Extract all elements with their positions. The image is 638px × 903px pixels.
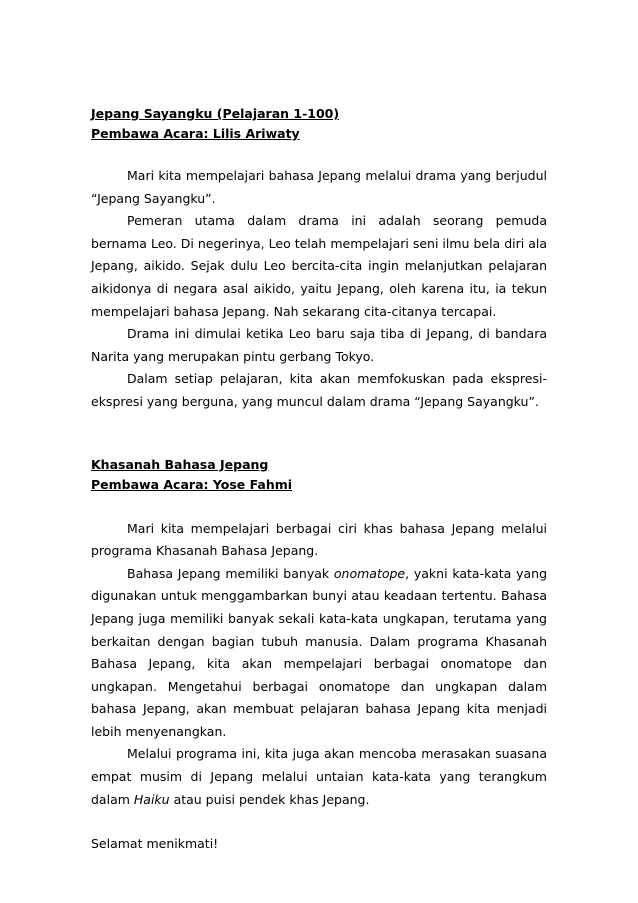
paragraph (91, 563, 547, 744)
paragraph: Dalam setiap pelajaran, kita akan memfokuskan pada ekspresi-ekspresi yang berguna, yang muncul dalam drama “Jepang Sayangku”. (91, 371, 547, 409)
paragraph: Mari kita mempelajari bahasa Jepang melalui drama yang berjudul “Jepang Sayangku”. (91, 168, 547, 206)
section-host: Pembawa Acara: Lilis Ariwaty (91, 126, 300, 141)
italic-term: onomatope (333, 565, 406, 581)
italic-term: Haiku (133, 791, 170, 807)
paragraph-text: Melalui programa ini, kita juga akan mencoba merasakan suasana empat musim di Jepang melalui untaian kata-kata yang terangkum dalam (91, 746, 547, 807)
paragraph: Drama ini dimulai ketika Leo baru saja tiba di Jepang, di bandara Narita yang merupakan pintu gerbang Tokyo. (91, 326, 547, 364)
paragraph: Pemeran utama dalam drama ini adalah seorang pemuda bernama Leo. Di negerinya, Leo telah mempelajari seni ilmu bela diri ala Jepang, aikido. Sejak dulu Leo bercita-cita ingin melanjutkan pelajaran aikidonya di negara asal aikido, yaitu Jepang, oleh karena itu, ia tekun mempelajari bahasa Jepang. Nah sekarang cita-citanya tercapai. (91, 213, 547, 319)
paragraph-text: Bahasa Jepang memiliki banyak (127, 565, 334, 581)
section-host: Pembawa Acara: Yose Fahmi (91, 476, 293, 492)
paragraph-text: , yakni kata-kata yang digunakan untuk menggambarkan bunyi atau keadaan tertentu. Bahasa Jepang juga memiliki banyak sekali kata-kata ungkapan, terutama yang berkaitan dengan bagian tubuh manusia. Dalam programa Khasanah Bahasa Jepang, kita akan mempelajari berbagai onomatope dan ungkapan. Mengetahui berbagai onomatope dan ungkapan dalam bahasa Jepang, akan membuat pelajaran bahasa Jepang kita menjadi lebih menyenangkan. (91, 565, 547, 739)
section-title: Khasanah Bahasa Jepang (91, 456, 269, 472)
paragraph-text: atau puisi pendek khas Jepang. (169, 791, 370, 807)
paragraph: Mari kita mempelajari berbagai ciri khas bahasa Jepang melalui programa Khasanah Bahasa Jepang. (91, 520, 547, 559)
paragraph (91, 743, 547, 811)
closing-line: Selamat menikmati! (91, 836, 219, 852)
document-page (91, 104, 547, 856)
section-title: Jepang Sayangku (Pelajaran 1-100) (91, 106, 340, 121)
